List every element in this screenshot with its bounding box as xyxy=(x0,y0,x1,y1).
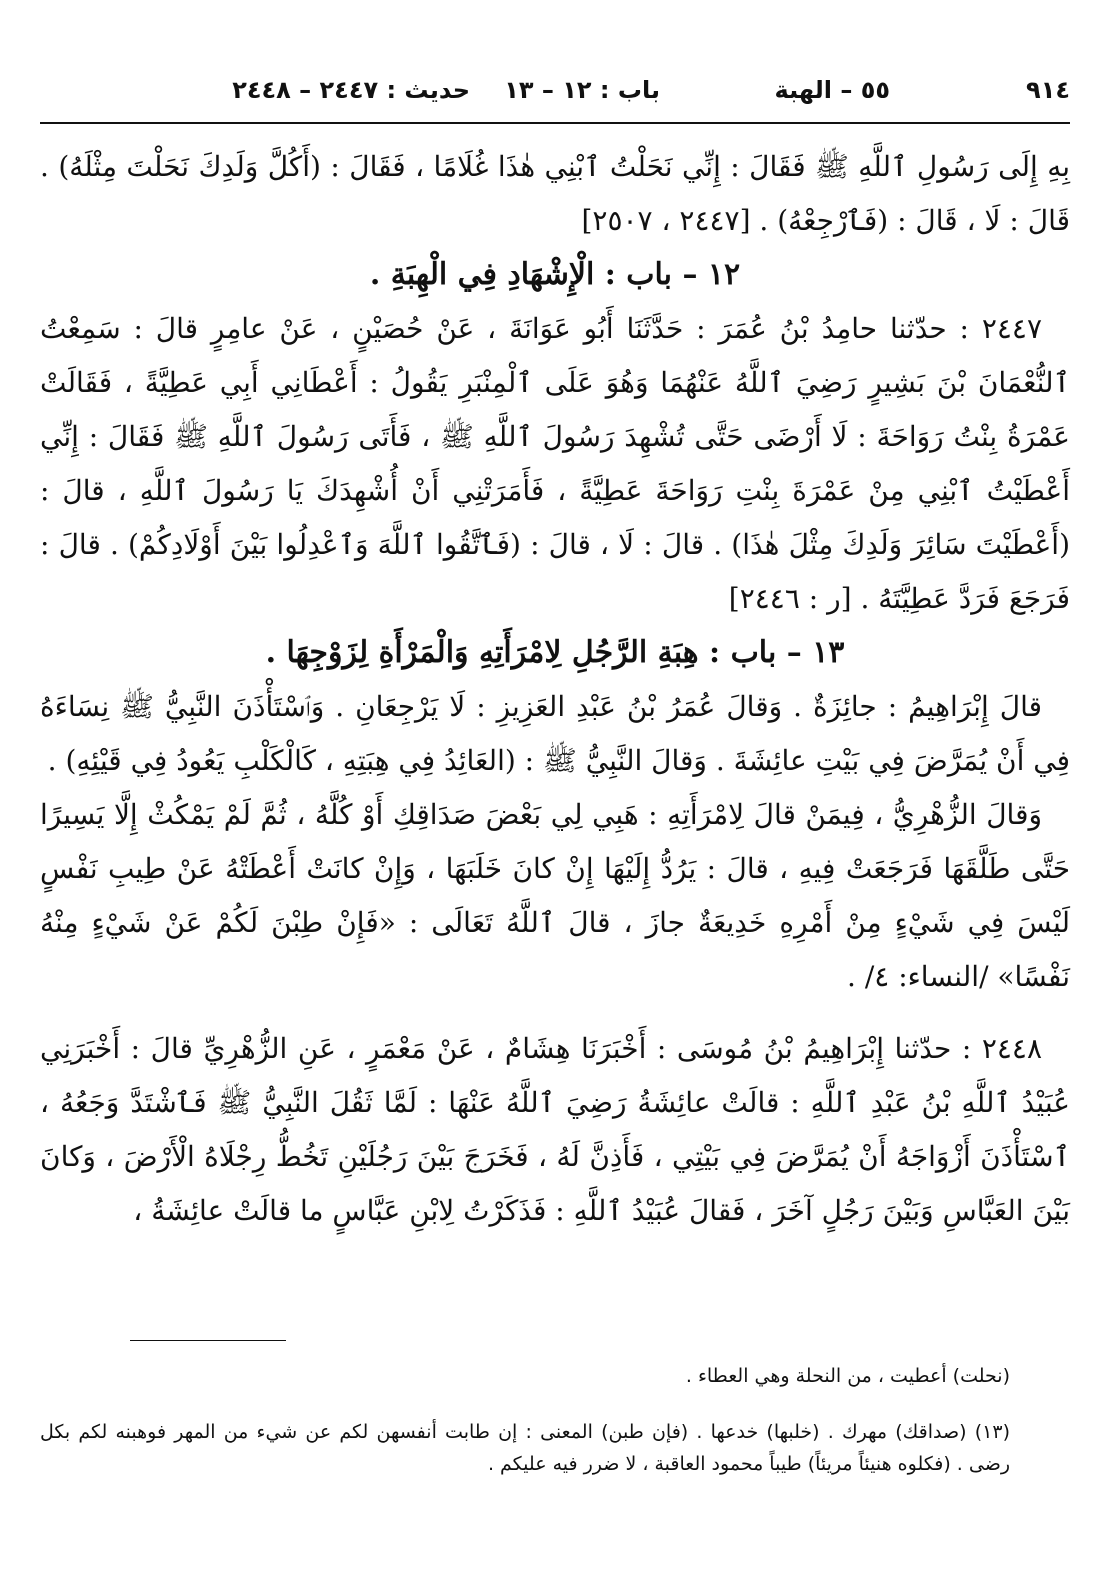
page-number: ٩١٤ xyxy=(1026,76,1070,104)
footnote-1: (نحلت) أعطيت ، من النحلة وهي العطاء . xyxy=(685,1365,1010,1387)
paragraph-continuation: بِهِ إِلَى رَسُولِ ٱللَّهِ ﷺ فَقَالَ : إِنِّي نَحَلْتُ ٱبْنِي هٰذَا غُلَامًا ، فَقَالَ : (أَكُلَّ وَلَدِكَ نَحَلْتَ مِثْلَهُ) . قَالَ : لَا ، قَالَ : (فَٱرْجِعْهُ) . [٢٤٤٧ ، ٢٥٠٧] xyxy=(40,150,1070,237)
paragraph-zuhri: وَقالَ الزُّهْرِيُّ ، فِيمَنْ قالَ لِامْرَأَتِهِ : هَبِي لِي بَعْضَ صَدَاقِكِ أَوْ كُلَّهُ ، ثُمَّ لَمْ يَمْكُثْ إِلَّا يَسِيرًا حَتَّى طَلَّقَهَا فَرَجَعَتْ فِيهِ ، قالَ : يَرُدُّ إِلَيْهَا إِنْ كانَ خَلَبَهَا ، وَإِنْ كانَتْ أَعْطَتْهُ عَنْ طِيبِ نَفْسٍ لَيْسَ فِي شَيْءٍ مِنْ أَمْرِهِ خَدِيعَةٌ جازَ ، قالَ ٱللَّهُ تَعَالَى : «فَإِنْ طِبْنَ لَكُمْ عَنْ شَيْءٍ مِنْهُ نَفْسًا» /النساء: ٤/ . xyxy=(40,798,1070,993)
paragraph-ibrahim: قالَ إِبْرَاهِيمُ : جائِزَةٌ . وَقالَ عُمَرُ بْنُ عَبْدِ العَزِيزِ : لَا يَرْجِعَانِ . وَٱسْتَأْذَنَ النَّبِيُّ ﷺ نِسَاءَهُ فِي أَنْ يُمَرَّضَ فِي بَيْتِ عائِشَةَ . وَقالَ النَّبِيُّ ﷺ : (العَائِدُ فِي هِبَتِهِ ، كَالْكَلْبِ يَعُودُ فِي قَيْئِهِ) . xyxy=(40,690,1070,777)
hadith-2447: ٢٤٤٧ : حدّثنا حامِدُ بْنُ عُمَرَ : حَدَّثَنَا أَبُو عَوَانَةَ ، عَنْ حُصَيْنٍ ، عَنْ عامِرٍ قالَ : سَمِعْتُ ٱلنُّعْمَانَ بْنَ بَشِيرٍ رَضِيَ ٱللَّهُ عَنْهُمَا وَهُوَ عَلَى ٱلْمِنْبَرِ يَقُولُ : أَعْطَانِي أَبِي عَطِيَّةً ، فَقَالَتْ عَمْرَةُ بِنْتُ رَوَاحَةَ : لَا أَرْضَى حَتَّى تُشْهِدَ رَسُولَ ٱللَّهِ ﷺ ، فَأَتَى رَسُولَ ٱللَّهِ ﷺ فَقَالَ : إِنِّي أَعْطَيْتُ ٱبْنِي مِنْ عَمْرَةَ بِنْتِ رَوَاحَةَ عَطِيَّةً ، فَأَمَرَتْنِي أَنْ أُشْهِدَكَ يَا رَسُولَ ٱللَّهِ ، قالَ : (أَعْطَيْتَ سَائِرَ وَلَدِكَ مِثْلَ هٰذَا) . قالَ : لَا ، قالَ : (فَٱتَّقُوا ٱللَّهَ وَٱعْدِلُوا بَيْنَ أَوْلَادِكُمْ) . قالَ : فَرَجَعَ فَرَدَّ عَطِيَّتَهُ . [ر : ٢٤٤٦] xyxy=(40,312,1071,615)
book-title: ٥٥ – الهبة xyxy=(774,76,890,104)
header-divider xyxy=(40,122,1070,124)
page-header xyxy=(40,70,1070,110)
footnote-2: (١٣) (صداقك) مهرك . (خلبها) خدعها . (فإن طبن) المعنى : إن طابت أنفسهن لكم عن شيء من المهر فوهبنه لكم بكل رضى . (فكلوه هنيئاً مريئاً) طيباً محمود العاقبة ، لا ضرر فيه عليكم . xyxy=(40,1421,1010,1475)
main-text xyxy=(40,140,1070,1238)
chapter-heading-12: ١٢ – باب : الْإِشْهَادِ فِي الْهِبَةِ . xyxy=(369,257,741,292)
footnotes xyxy=(40,1360,1070,1504)
hadith-range: حديث : ٢٤٤٧ – ٢٤٤٨ xyxy=(232,76,470,104)
footnote-divider xyxy=(130,1340,286,1341)
chapter-range: باب : ١٢ – ١٣ xyxy=(504,76,660,104)
hadith-2448: ٢٤٤٨ : حدّثنا إِبْرَاهِيمُ بْنُ مُوسَى : أَخْبَرَنَا هِشَامٌ ، عَنْ مَعْمَرٍ ، عَنِ الزُّهْرِيِّ قالَ : أَخْبَرَنِي عُبَيْدُ ٱللَّهِ بْنُ عَبْدِ ٱللَّهِ : قالَتْ عائِشَةُ رَضِيَ ٱللَّهُ عَنْهَا : لَمَّا ثَقُلَ النَّبِيُّ ﷺ فَٱشْتَدَّ وَجَعُهُ ، ٱسْتَأْذَنَ أَزْوَاجَهُ أَنْ يُمَرَّضَ فِي بَيْتِي ، فَأَذِنَّ لَهُ ، فَخَرَجَ بَيْنَ رَجُلَيْنِ تَخُطُّ رِجْلَاهُ الْأَرْضَ ، وَكانَ بَيْنَ العَبَّاسِ وَبَيْنَ رَجُلٍ آخَرَ ، فَقالَ عُبَيْدُ ٱللَّهِ : فَذَكَرْتُ لِابْنِ عَبَّاسٍ ما قالَتْ عائِشَةُ ، xyxy=(40,1032,1070,1227)
chapter-heading-13: ١٣ – باب : هِبَةِ الرَّجُلِ لِامْرَأَتِهِ وَالْمَرْأَةِ لِزَوْجِهَا . xyxy=(265,635,845,670)
